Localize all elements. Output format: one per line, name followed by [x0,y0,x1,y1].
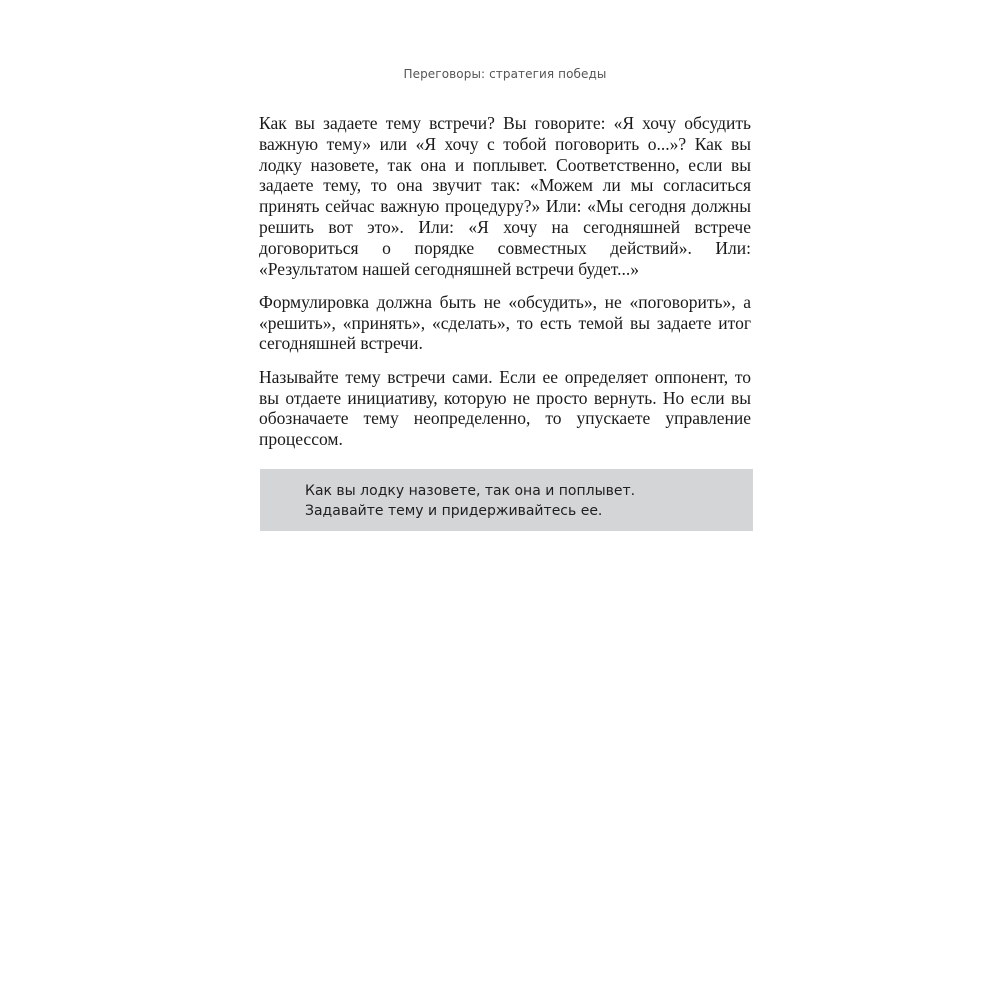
running-header: Переговоры: стратегия победы [403,67,607,81]
paragraph-3: Называйте тему встречи сами. Если ее определяет оппонент, то вы отдаете инициативу, которую не просто вернуть. Но если вы обозначаете тему неопределенно, то упускаете управление процессом. [259,366,751,450]
body-text [259,113,751,462]
callout-box [260,469,753,531]
callout-text: Как вы лодку назовете, так она и поплывет. Задавайте тему и придерживайтесь ее. [305,483,636,519]
paragraph-2: Формулировка должна быть не «обсудить», не «поговорить», а «решить», «принять», «сделать», то есть темой вы задаете итог сегодняшней встречи. [259,291,751,354]
paragraph-1: Как вы задаете тему встречи? Вы говорите: «Я хочу обсудить важную тему» или «Я хочу с тобой поговорить о...»? Как вы лодку назовете, так она и поплывет. Соответственно, если вы задаете тему, то она звучит так: «Можем ли мы согласиться принять сейчас важную процедуру?» Или: «Мы сегодня должны решить вот это». Или: «Я хочу на сегодняшней встрече договориться о порядке совместных действий». Или: «Результатом нашей сегодняшней встречи будет...» [259,113,751,279]
